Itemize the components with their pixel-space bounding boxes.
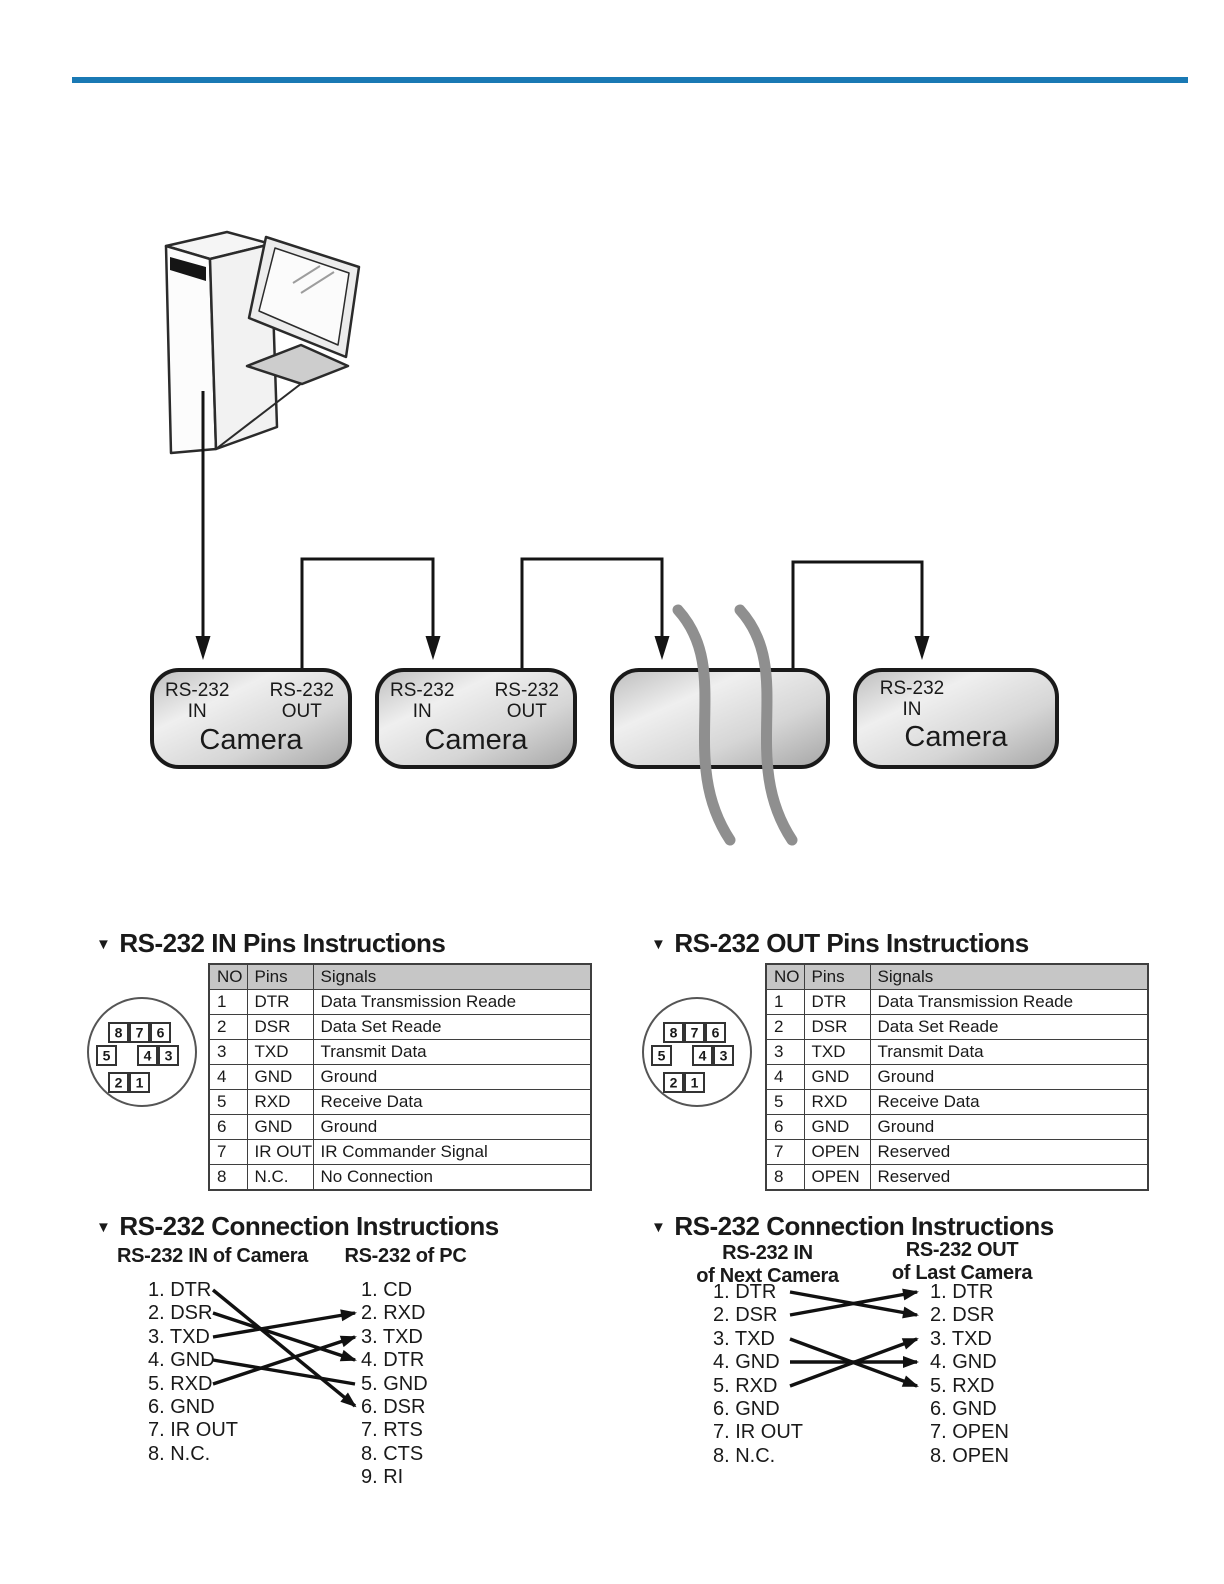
table-row — [209, 1015, 591, 1040]
cell-no: 6 — [209, 1115, 247, 1140]
cable-lines — [203, 391, 922, 670]
pin-number: 1 — [135, 1074, 144, 1091]
in-label: IN — [902, 699, 922, 720]
cell-no: 4 — [766, 1065, 804, 1090]
pin-item: 3. TXD — [713, 1327, 775, 1350]
cell-no: 5 — [766, 1090, 804, 1115]
rs232-label: RS-232 — [390, 680, 455, 701]
rs232-out-connector-diagram — [639, 994, 755, 1110]
cell-signal: Ground — [313, 1115, 591, 1140]
table-row — [766, 1015, 1148, 1040]
col-header-pc: RS-232 of PC — [344, 1245, 467, 1267]
rs232-label: RS-232 — [494, 680, 559, 701]
cable-camera1-to-camera2 — [302, 559, 433, 670]
cell-pin: RXD — [247, 1090, 313, 1115]
out-label: OUT — [281, 701, 322, 722]
cell-no: 1 — [766, 990, 804, 1015]
pin-item: 4. GND — [930, 1351, 997, 1374]
pin-item: 1. CD — [361, 1279, 413, 1301]
cell-pin: RXD — [804, 1090, 870, 1115]
cell-signal: Data Set Reade — [870, 1015, 1148, 1040]
table-row — [766, 1140, 1148, 1165]
col-header-no: NO — [766, 964, 804, 990]
pin-item: 1. DTR — [930, 1281, 994, 1303]
table-row — [209, 1090, 591, 1115]
pin-number: 3 — [164, 1047, 173, 1064]
cell-pin: OPEN — [804, 1140, 870, 1165]
cell-pin: GND — [247, 1065, 313, 1090]
pin-item: 8. N.C. — [713, 1444, 776, 1467]
arrowhead-icon — [426, 636, 441, 660]
pin-number: 6 — [711, 1024, 720, 1041]
camera-box-3 — [612, 670, 828, 767]
rs232-label: RS-232 — [269, 680, 334, 701]
crossover-arrows-chain — [783, 1281, 927, 1411]
pc-pin-list — [361, 1279, 428, 1490]
pin-item: 4. GND — [713, 1351, 780, 1374]
camera4-in-port — [855, 670, 951, 720]
col-header-pins: Pins — [804, 964, 870, 990]
wire-dtr-to-dsr — [213, 1290, 355, 1406]
rs232-in-pins-table — [208, 963, 592, 1191]
camera2-out-port — [495, 680, 559, 722]
pin-item: 8. CTS — [361, 1442, 424, 1465]
rs232-label: RS-232 — [879, 678, 945, 699]
pin-number: 8 — [669, 1024, 678, 1041]
pin-number: 2 — [114, 1074, 123, 1091]
pin-item: 3. TXD — [361, 1325, 423, 1348]
section-title: RS-232 Connection Instructions — [119, 1211, 499, 1241]
cell-signal: Reserved — [870, 1140, 1148, 1165]
cell-signal: Receive Data — [313, 1090, 591, 1115]
pin-item: 3. TXD — [148, 1325, 210, 1348]
cell-signal: Data Set Reade — [313, 1015, 591, 1040]
section-bullet-icon: ▼ — [96, 936, 111, 953]
cell-no: 7 — [766, 1140, 804, 1165]
rs232-label: RS-232 — [165, 680, 230, 701]
cable-arrowheads — [196, 636, 930, 660]
table-row — [209, 1065, 591, 1090]
cell-signal: Data Transmission Reade — [313, 990, 591, 1015]
pin-number: 8 — [114, 1024, 123, 1041]
camera-2-labels — [377, 670, 575, 767]
cell-signal: Receive Data — [870, 1090, 1148, 1115]
cell-signal: Ground — [870, 1115, 1148, 1140]
section-heading-in-pins — [96, 928, 445, 959]
section-title: RS-232 IN Pins Instructions — [119, 928, 446, 958]
table-row — [766, 1115, 1148, 1140]
pin-item: 6. GND — [148, 1396, 215, 1419]
camera-label: Camera — [199, 724, 303, 756]
table-row — [209, 1140, 591, 1165]
pin-item: 2. DSR — [930, 1304, 995, 1327]
table-row — [766, 1165, 1148, 1191]
pin-item: 8. OPEN — [930, 1444, 1009, 1467]
crossover-arrows-pc — [205, 1279, 365, 1469]
cell-signal: Ground — [313, 1065, 591, 1090]
camera1-out-port — [270, 680, 334, 722]
pin-item: 5. GND — [361, 1372, 428, 1395]
cell-pin: N.C. — [247, 1165, 313, 1191]
cell-pin: DTR — [247, 990, 313, 1015]
out-label: OUT — [506, 701, 547, 722]
pin-item: 8. N.C. — [148, 1442, 211, 1465]
camera-label: Camera — [904, 721, 1008, 753]
camera1-in-port — [165, 680, 229, 722]
col-header-line: of Next Camera — [696, 1265, 839, 1287]
pin-item: 7. IR OUT — [148, 1419, 239, 1442]
pin-number: 2 — [669, 1074, 678, 1091]
cell-pin: GND — [804, 1065, 870, 1090]
camera-label: Camera — [424, 724, 528, 756]
table-row — [209, 1115, 591, 1140]
section-bullet-icon: ▼ — [96, 1219, 111, 1236]
pin-item: 7. RTS — [361, 1419, 423, 1442]
table-row — [766, 990, 1148, 1015]
cell-pin: TXD — [804, 1040, 870, 1065]
col-header-camera-in: RS-232 IN of Camera — [116, 1245, 309, 1267]
pin-item: 6. GND — [713, 1398, 780, 1421]
in-label: IN — [412, 701, 432, 722]
table-row — [766, 1065, 1148, 1090]
cell-no: 7 — [209, 1140, 247, 1165]
pin-item: 6. DSR — [361, 1396, 426, 1419]
wire-gnd-to-gnd — [213, 1360, 355, 1384]
arrowhead-icon — [196, 636, 211, 660]
arrowhead-icon — [915, 636, 930, 660]
pin-number: 5 — [102, 1047, 111, 1064]
pin-item: 4. GND — [148, 1349, 215, 1372]
cell-no: 6 — [766, 1115, 804, 1140]
pin-number: 4 — [698, 1047, 707, 1064]
wire-dsr-to-dtr — [213, 1313, 355, 1360]
cable-camera3-to-camera4 — [793, 562, 922, 670]
section-heading-out-pins — [651, 928, 1029, 959]
cell-no: 8 — [766, 1165, 804, 1191]
col-header-pins: Pins — [247, 964, 313, 990]
section-bullet-icon: ▼ — [651, 936, 666, 953]
section-heading-conn-chain — [651, 1211, 1054, 1242]
pin-item: 5. RXD — [148, 1372, 213, 1395]
wire-rxd-to-txd — [213, 1337, 355, 1384]
cell-pin: GND — [804, 1115, 870, 1140]
col-header-no: NO — [209, 964, 247, 990]
cell-signal: Data Transmission Reade — [870, 990, 1148, 1015]
pin-item: 6. GND — [930, 1398, 997, 1421]
cell-pin: GND — [247, 1115, 313, 1140]
table-header-row — [766, 964, 1148, 990]
cell-no: 2 — [766, 1015, 804, 1040]
pin-item: 3. TXD — [930, 1327, 992, 1350]
pin-number: 4 — [143, 1047, 152, 1064]
cell-signal: Transmit Data — [870, 1040, 1148, 1065]
pin-item: 7. IR OUT — [713, 1421, 804, 1444]
cell-pin: OPEN — [804, 1165, 870, 1191]
cell-signal: Reserved — [870, 1165, 1148, 1191]
wire-txd-to-rxd — [213, 1313, 355, 1337]
pin-item: 5. RXD — [930, 1374, 995, 1397]
pin-number: 1 — [690, 1074, 699, 1091]
cell-signal: No Connection — [313, 1165, 591, 1191]
cell-pin: IR OUT — [247, 1140, 313, 1165]
col-header-line: RS-232 IN — [722, 1242, 813, 1264]
cell-pin: DSR — [804, 1015, 870, 1040]
pin-item: 7. OPEN — [930, 1421, 1009, 1444]
cell-no: 3 — [766, 1040, 804, 1065]
col-header-signals: Signals — [870, 964, 1148, 990]
cell-no: 4 — [209, 1065, 247, 1090]
camera2-in-port — [390, 680, 454, 722]
pin-item: 1. DTR — [713, 1281, 777, 1303]
table-row — [209, 1040, 591, 1065]
pin-number: 7 — [690, 1024, 699, 1041]
cell-no: 2 — [209, 1015, 247, 1040]
col-header-signals: Signals — [313, 964, 591, 990]
in-label: IN — [187, 701, 207, 722]
cell-no: 3 — [209, 1040, 247, 1065]
cell-no: 5 — [209, 1090, 247, 1115]
cell-signal: Transmit Data — [313, 1040, 591, 1065]
rs232-out-pins-table — [765, 963, 1149, 1191]
col-header-line: RS-232 OUT — [905, 1239, 1019, 1261]
table-row — [209, 1165, 591, 1191]
section-title: RS-232 Connection Instructions — [674, 1211, 1054, 1241]
table-header-row — [209, 964, 591, 990]
camera-1-labels — [152, 670, 350, 767]
pin-number: 3 — [719, 1047, 728, 1064]
pin-item: 9. RI — [361, 1466, 404, 1489]
cell-pin: DTR — [804, 990, 870, 1015]
arrowhead-icon — [655, 636, 670, 660]
pin-item: 1. DTR — [148, 1279, 212, 1301]
table-row — [766, 1040, 1148, 1065]
section-title: RS-232 OUT Pins Instructions — [674, 928, 1029, 958]
pin-number: 7 — [135, 1024, 144, 1041]
table-row — [209, 990, 591, 1015]
pin-number: 5 — [657, 1047, 666, 1064]
pin-item: 2. DSR — [148, 1302, 213, 1325]
pin-item: 4. DTR — [361, 1349, 425, 1372]
cable-camera2-to-camera3 — [522, 559, 662, 670]
pin-number: 6 — [156, 1024, 165, 1041]
pin-item: 2. DSR — [713, 1304, 778, 1327]
last-camera-pin-list — [930, 1281, 1009, 1468]
pin-item: 5. RXD — [713, 1374, 778, 1397]
cell-signal: Ground — [870, 1065, 1148, 1090]
camera-4-labels — [855, 670, 1057, 767]
col-header-last-camera — [882, 1239, 1042, 1285]
col-header-line: of Last Camera — [891, 1262, 1033, 1284]
cell-no: 1 — [209, 990, 247, 1015]
cell-signal: IR Commander Signal — [313, 1140, 591, 1165]
table-row — [766, 1090, 1148, 1115]
section-heading-conn-pc — [96, 1211, 499, 1242]
rs232-in-connector-diagram — [84, 994, 200, 1110]
cell-no: 8 — [209, 1165, 247, 1191]
pc-illustration — [166, 232, 359, 453]
cell-pin: DSR — [247, 1015, 313, 1040]
cell-pin: TXD — [247, 1040, 313, 1065]
pin-item: 2. RXD — [361, 1302, 426, 1325]
section-bullet-icon: ▼ — [651, 1219, 666, 1236]
